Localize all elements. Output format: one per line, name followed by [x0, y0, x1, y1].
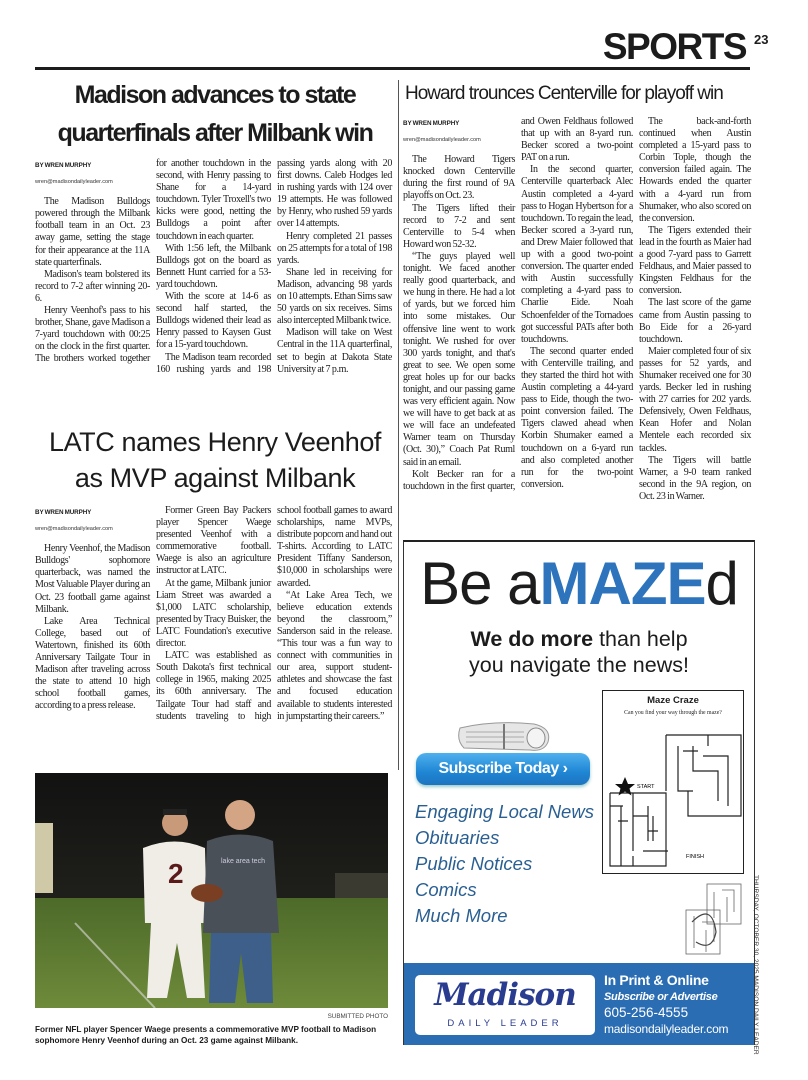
- jersey-number: 2: [168, 858, 184, 889]
- paragraph: The Tigers will battle Warner, a 9-0 team ranked second in the 9A region, on Oct. 23 in Warner.: [639, 454, 751, 502]
- article2-headline: [405, 77, 753, 111]
- paragraph: “At Lake Area Tech, we believe education extends beyond the classroom,” Sanderson said in the release. “This tour was a fun way to connect with communities in our area, support student-athletes and showcase the fast and focused education available to students interested in jumpstarting their careers.”: [277, 589, 392, 722]
- band-title: In Print & Online: [604, 972, 709, 988]
- mvp-photo: [35, 773, 388, 1008]
- page-folio: THURSDAY, OCTOBER 30, 2025 MADISON DAILY LEADER: [752, 875, 759, 1055]
- subscribe-button-label: Subscribe Today: [438, 760, 559, 777]
- byline-email[interactable]: wren@madisondailyleader.com: [35, 526, 113, 533]
- maze-question: Can you find your way through the maze?: [624, 710, 722, 716]
- paragraph: In the second quarter, Centerville quarterback Alec Austin completed a 4-yard pass to Hogan Hybertson for a touchdown. To regain the lead, Becker scored a 3-yard run, and Drew Maier followed that up with a good two-point conversion. The quarter ended with Austin successfully completing a 4-yard pass to Charlie Eide. Noah Schoenfelder of the Tornadoes got successful PATs after both touchdowns.: [521, 164, 633, 345]
- paragraph: “The guys played well tonight. We faced another really good quarterback, and we hung in there. He had a lot of yards, but we forced him into some mistakes. Our offensive line went to work tonight. We rushed for over 300 yards tonight, and that's great to see. We open some great holes up for our backs tonight, and our passing game was very efficient again. Now we will have to get back at as we will face an undefeated Warner team on Thursday (Oct. 30),” Coach Pat Ruml said in an email.: [403, 250, 515, 468]
- paragraph: The Madison Bulldogs powered through the Milbank football team in an Oct. 23 away game, setting the stage for their appearance at the 11A state quarterfinals.: [35, 196, 150, 268]
- madison-daily-leader-logo: [415, 975, 595, 1035]
- paragraph: Henry Veenhof, the Madison Bulldogs' sophomore quarterback, was named the Most Valuable Player during an Oct. 23 football game against Milbank.: [35, 543, 150, 615]
- article3-body: [35, 505, 392, 723]
- benefit-item: Public Notices: [415, 853, 533, 874]
- tagline-line2: you navigate the news!: [469, 653, 689, 677]
- benefits-list: [415, 799, 594, 929]
- paragraph: The Howard Tigers knocked down Centerville during the first round of 9A playoffs on Oct. 23.: [403, 154, 515, 202]
- sweatshirt-text: lake area tech: [221, 858, 265, 865]
- photo-credit: SUBMITTED PHOTO: [327, 1013, 388, 1020]
- ad-headline: [404, 548, 754, 620]
- website-link[interactable]: madisondailyleader.com: [604, 1022, 729, 1036]
- paragraph: The second quarter ended with Centerville trailing, and they started the third hot with Austin completing a 44-yard pass to Eide, though the two-point conversion failed. The Tigers clawed ahead when Korbin Shumaker earned a touchdown on a 6-yard run and also completed another run for the two-point conversion.: [521, 345, 633, 490]
- benefit-item: Obituaries: [415, 827, 500, 848]
- paragraph: The back-and-forth continued when Austin completed a 15-yard pass to Corbin Tople, though the conversion failed again. The Howards ended the quarter with a 4-yard run from Shumaker, who also scored on the conversion.: [639, 116, 751, 224]
- paragraph: Kolt Becker ran for a touchdown in the first quarter, and Owen Feldhaus followed that up with an 8-yard run. Becker scored a two-point PAT on a run.: [403, 116, 633, 492]
- article1-body: [35, 158, 392, 376]
- paragraph: With the score at 14-6 as second half started, the Bulldogs widened their lead as Henry passed to Kaysen Gust for a 15-yard touchdown.: [156, 291, 271, 351]
- paragraph: LATC was established as South Dakota's first technical college in 1965, making 2025 its 60th anniversary. The Tailgate Tour had staff and students traveling to high school football games to award scholarships, name MVPs, distribute popcorn and hand out T-shirts. According to LATC President Tiffany Sanderson, $10,000 in scholarships were awarded.: [156, 505, 392, 722]
- paragraph: Madison's team bolstered its record to 7-2 after winning 20-6.: [35, 268, 150, 304]
- logo-script: Madison: [434, 977, 576, 1013]
- ad-tagline: [404, 626, 754, 678]
- paragraph: Madison will take on West Central in the 11A quarterfinal, set to begin at Dakota State University at 7 p.m.: [277, 327, 392, 375]
- article3-headline: [35, 424, 395, 496]
- band-text: [604, 971, 752, 1037]
- paragraph: The Tigers extended their lead in the fourth as Maier had a good 7-yard pass to Garrett Feldhaus, and Maier passed to Kingsten Feldhaus for the conversion.: [639, 224, 751, 297]
- paragraph: Henry completed 21 passes on 25 attempts for a total of 198 yards.: [277, 230, 392, 266]
- headline-line: as MVP against Milbank: [74, 463, 356, 493]
- subscribe-today-button[interactable]: [416, 753, 590, 785]
- paragraph: The Madison team recorded 160 rushing yards and 198 passing yards along with 20 first downs. Caleb Hodges led in rushing yards with 124 over 19 attempts. He was followed by Henry, who rushed 59 yards over 14 attempts.: [156, 158, 392, 375]
- subscription-ad[interactable]: [403, 540, 755, 1045]
- small-maze-icon: [682, 882, 744, 957]
- tagline-bold: We do more: [470, 627, 594, 651]
- maze-title: Maze Craze: [647, 695, 699, 706]
- byline-email[interactable]: wren@madisondailyleader.com: [35, 179, 113, 186]
- football: [191, 884, 223, 902]
- article2-body: [403, 116, 751, 503]
- byline: BY WREN MURPHY: [403, 120, 460, 127]
- maze-puzzle: [602, 690, 744, 874]
- article1-headline: [35, 76, 395, 152]
- page-number: 23: [754, 32, 769, 47]
- benefit-item: Comics: [415, 879, 477, 900]
- section-title: SPORTS: [602, 26, 746, 67]
- newspaper-icon: [454, 718, 554, 754]
- photo-caption: Former NFL player Spencer Waege presents a commemorative MVP football to Madison sophomore Henry Veenhof during an Oct. 23 game against Milbank.: [35, 1025, 377, 1045]
- headline-line: Madison advances to state: [74, 81, 356, 109]
- maze-start: START: [637, 784, 655, 790]
- phone-number[interactable]: 605-256-4555: [604, 1005, 689, 1020]
- headline-line: LATC names Henry Veenhof: [48, 427, 382, 457]
- paragraph: Shane led in receiving for Madison, advancing 98 yards on 10 attempts. Ethan Sims saw 50 yards on six receives. Sims also intercepted Milbank twice.: [277, 266, 392, 327]
- ad-headline-d: d: [705, 550, 738, 617]
- paragraph: With 1:56 left, the Milbank Bulldogs got on the board as Bennett Hunt carried for a 53-yard touchdown.: [156, 242, 271, 290]
- band-subtitle: Subscribe or Advertise: [604, 991, 718, 1003]
- maze-icon: [603, 691, 743, 873]
- chevron-right-icon: ›: [562, 760, 568, 777]
- byline-email[interactable]: wren@madisondailyleader.com: [403, 137, 481, 144]
- paragraph: Former Green Bay Packers player Spencer Waege presented Veenhof with a commemorative football. Waege is also an agriculture instructor at LATC.: [156, 505, 271, 577]
- paragraph: The last score of the game came from Austin passing to Bo Eide for a 26-yard touchdown.: [639, 297, 751, 345]
- benefit-item: Much More: [415, 905, 508, 926]
- paragraph: Henry Veenhof's pass to his brother, Shane, gave Madison a 7-yard touchdown with 00:25 on the clock in the first quarter. The brothers worked together for another touchdown in the second, with Henry passing to Shane for a 14-yard touchdown. Tyler Troxell's two kicks were good, netting the Bulldogs a point after touchdown in each quarter.: [35, 158, 271, 365]
- ad-headline-be-a: Be a: [420, 550, 540, 617]
- paragraph: At the game, Milbank junior Liam Street was awarded a $1,000 LATC scholarship, presented by Tracy Buisker, the LATC Foundation's executive director.: [156, 577, 271, 650]
- byline: BY WREN MURPHY: [35, 162, 92, 169]
- headline-line: quarterfinals after Milbank win: [57, 119, 373, 147]
- paragraph: Lake Area Technical College, based out of Watertown, finished its 60th Anniversary Tailgate Tour in Madison after traveling across the state to attend 10 high school football games, according to a press release.: [35, 615, 150, 712]
- byline: BY WREN MURPHY: [35, 509, 92, 516]
- logo-subtitle: DAILY LEADER: [447, 1018, 563, 1029]
- maze-finish: FINISH: [686, 854, 705, 860]
- header-rule: [35, 67, 750, 70]
- tagline-rest: than help: [593, 627, 688, 651]
- newspaper-promo-band: [404, 963, 754, 1045]
- ad-headline-maze: MAZE: [539, 550, 706, 617]
- column-divider: [398, 80, 399, 770]
- paragraph: The Tigers lifted their record to 7-2 and sent Centerville to 5-4 when Howard won 52-32.: [403, 202, 515, 250]
- paragraph: Maier completed four of six passes for 52 yards, and Shumaker received one for 30 yards. Becker led in rushing with 27 carries for 202 yards. Defensively, Owen Feldhaus, Kean Hofer and Nolan Mentele each recorded six tackles.: [639, 345, 751, 454]
- headline-text: Howard trounces Centerville for playoff win: [405, 83, 723, 104]
- benefit-item: Engaging Local News: [415, 801, 594, 822]
